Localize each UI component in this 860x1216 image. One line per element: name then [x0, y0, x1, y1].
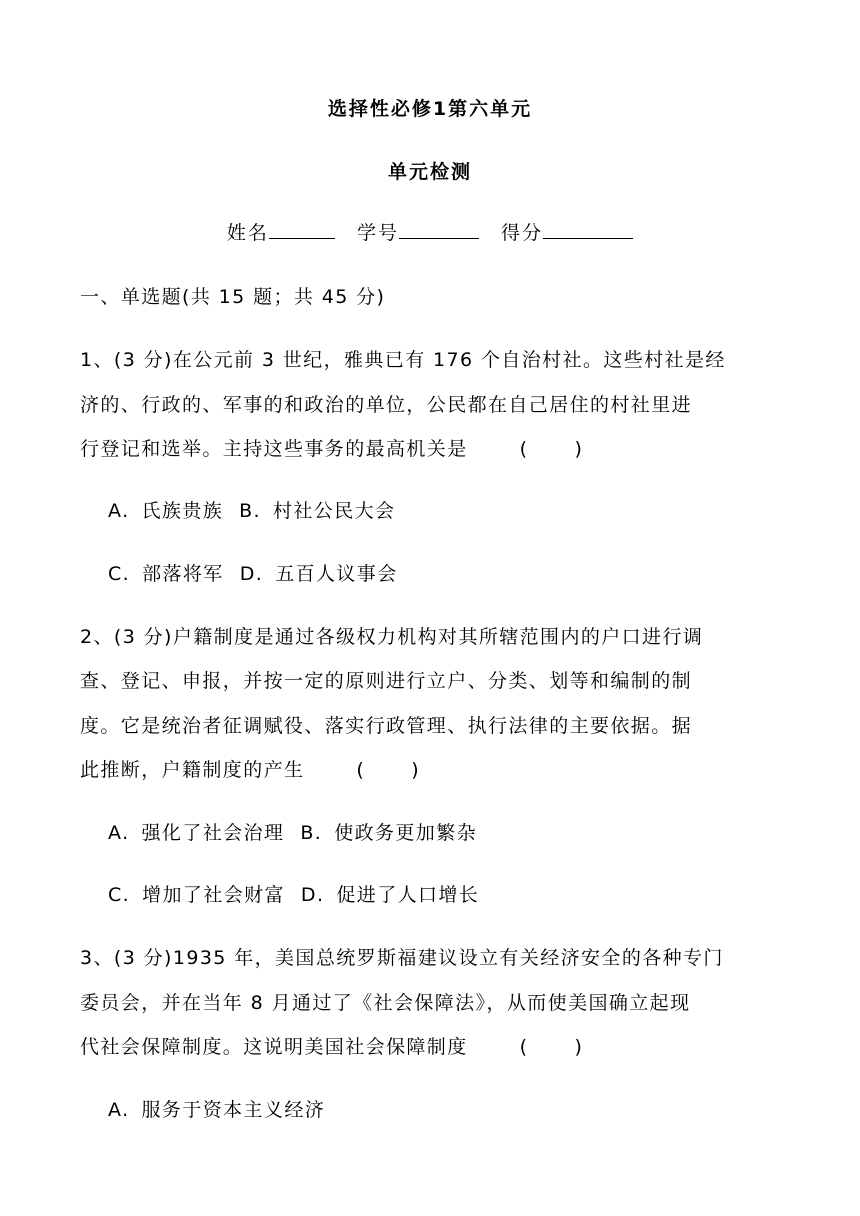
option-label: C.	[108, 884, 131, 906]
score-label: 得分	[501, 222, 544, 244]
question-2-options-row-2	[108, 880, 479, 907]
question-1-line-3	[80, 434, 583, 461]
option-text[interactable]: 强化了社会治理	[141, 822, 285, 844]
question-2-line-2: 查、登记、申报，并按一定的原则进行立户、分类、划等和编制的制	[80, 670, 693, 692]
question-2-answer-paren[interactable]: ( )	[356, 759, 421, 781]
option-label: A.	[108, 1099, 130, 1121]
id-blank[interactable]	[399, 218, 479, 239]
name-blank[interactable]	[269, 218, 335, 239]
option-text[interactable]: 使政务更加繁杂	[334, 822, 478, 844]
question-3-answer-paren[interactable]: ( )	[519, 1036, 584, 1058]
option-text[interactable]: 增加了社会财富	[142, 884, 285, 906]
option-label: D.	[300, 884, 325, 906]
question-1-options-row-2	[108, 559, 398, 586]
exam-subtitle: 单元检测	[387, 161, 472, 183]
exam-title: 选择性必修1第六单元	[327, 98, 533, 120]
question-1-line-3-text: 行登记和选举。主持这些事务的最高机关是	[80, 438, 468, 460]
question-1-line-2: 济的、行政的、军事的和政治的单位，公民都在自己居住的村社里进	[80, 394, 693, 416]
question-1-line-1: 1、(3 分)在公元前 3 世纪，雅典已有 176 个自治村社。这些村社是经	[80, 349, 726, 371]
option-text[interactable]: 村社公民大会	[273, 500, 396, 522]
option-text[interactable]: 氏族贵族	[141, 500, 224, 522]
question-3-options-row-1	[108, 1095, 325, 1122]
option-label: B.	[239, 500, 261, 522]
student-info-line	[0, 218, 860, 245]
option-text[interactable]: 服务于资本主义经济	[141, 1099, 326, 1121]
id-label: 学号	[356, 222, 399, 244]
question-3-line-3-text: 代社会保障制度。这说明美国社会保障制度	[80, 1036, 468, 1058]
question-1-answer-paren[interactable]: ( )	[519, 438, 584, 460]
option-text[interactable]: 五百人议事会	[275, 563, 398, 585]
option-label: A.	[108, 500, 130, 522]
question-3-line-2: 委员会，并在当年 8 月通过了《社会保障法》，从而使美国确立起现	[80, 992, 691, 1014]
question-3-line-3	[80, 1032, 583, 1059]
option-label: A.	[108, 822, 130, 844]
question-2-line-3: 度。它是统治者征调赋役、落实行政管理、执行法律的主要依据。据	[80, 715, 693, 737]
option-text[interactable]: 部落将军	[142, 563, 224, 585]
score-blank[interactable]	[543, 218, 633, 239]
option-label: B.	[300, 822, 323, 844]
question-2-line-1: 2、(3 分)户籍制度是通过各级权力机构对其所辖范围内的户口进行调	[80, 626, 704, 648]
question-2-options-row-1	[108, 818, 477, 845]
option-label: D.	[239, 563, 264, 585]
name-label: 姓名	[226, 222, 269, 244]
option-label: C.	[108, 563, 131, 585]
section-heading: 一、单选题(共 15 题；共 45 分)	[80, 286, 386, 308]
option-text[interactable]: 促进了人口增长	[336, 884, 480, 906]
question-2-line-4	[80, 755, 420, 782]
question-3-line-1: 3、(3 分)1935 年，美国总统罗斯福建议设立有关经济安全的各种专门	[80, 947, 724, 969]
question-2-line-4-text: 此推断，户籍制度的产生	[80, 759, 305, 781]
question-1-options-row-1	[108, 496, 395, 523]
